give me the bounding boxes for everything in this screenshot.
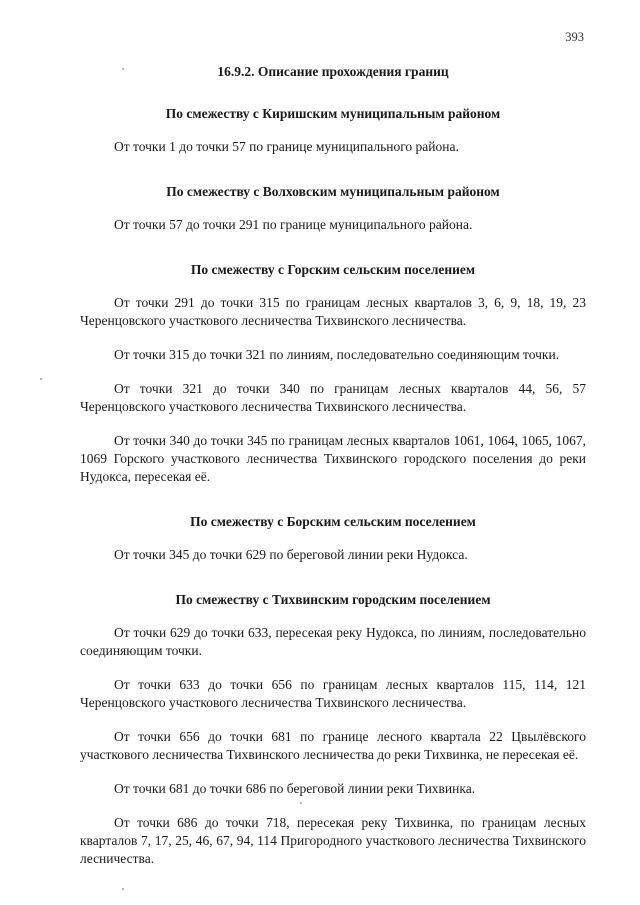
section-heading: По смежеству с Киришским муниципальным районом — [165, 106, 501, 121]
paragraph: От точки 57 до точки 291 по границе муниципального района. — [114, 217, 473, 232]
paragraph: От точки 686 до точки 718, пересекая реку Тихвинка, по границам лесных кварталов 7, 17, 25, 46, 67, 94, 114 Пригородного участкового лесничества Тихвинского лесничества. — [80, 815, 586, 866]
section-borskoe — [80, 512, 586, 564]
section-title: 16.9.2. Описание прохождения границ — [217, 64, 449, 79]
scan-speck — [40, 378, 42, 380]
scan-speck — [122, 68, 124, 70]
paragraph: От точки 315 до точки 321 по линиям, последовательно соединяющим точки. — [114, 347, 560, 362]
paragraph: От точки 629 до точки 633, пересекая реку Нудокса, по линиям, последовательно соединяющим точки. — [80, 625, 586, 658]
section-heading: По смежеству с Волховским муниципальным районом — [166, 184, 500, 199]
section-gorskoe — [80, 260, 586, 486]
scan-speck — [300, 802, 302, 804]
section-heading: По смежеству с Тихвинским городским поселением — [175, 592, 491, 607]
section-heading: По смежеству с Горским сельским поселением — [190, 262, 476, 277]
paragraph: От точки 656 до точки 681 по границе лесного квартала 22 Цвылёвского участкового лесничества Тихвинского лесничества до реки Тихвинка, не пересекая её. — [80, 729, 586, 762]
page-number: 393 — [565, 30, 584, 44]
section-tikhvin — [80, 590, 586, 868]
paragraph: От точки 1 до точки 57 по границе муниципального района. — [114, 139, 459, 154]
section-kirishi — [80, 104, 586, 156]
paragraph: От точки 340 до точки 345 по границам лесных кварталов 1061, 1064, 1065, 1067, 1069 Горского участкового лесничества Тихвинского городского поселения до реки Нудокса, пересекая её. — [80, 433, 586, 484]
paragraph: От точки 321 до точки 340 по границам лесных кварталов 44, 56, 57 Черенцовского участкового лесничества Тихвинского лесничества. — [80, 381, 586, 414]
paragraph: От точки 633 до точки 656 по границам лесных кварталов 115, 114, 121 Черенцовского участкового лесничества Тихвинского лесничества. — [80, 677, 586, 710]
document-body — [80, 62, 586, 884]
section-volkhov — [80, 182, 586, 234]
paragraph: От точки 681 до точки 686 по береговой линии реки Тихвинка. — [114, 781, 476, 796]
paragraph: От точки 345 до точки 629 по береговой линии реки Нудокса. — [114, 547, 468, 562]
paragraph: От точки 291 до точки 315 по границам лесных кварталов 3, 6, 9, 18, 19, 23 Черенцовского участкового лесничества Тихвинского лесничества. — [80, 295, 586, 328]
scan-speck — [122, 888, 124, 890]
section-heading: По смежеству с Борским сельским поселением — [190, 514, 476, 529]
